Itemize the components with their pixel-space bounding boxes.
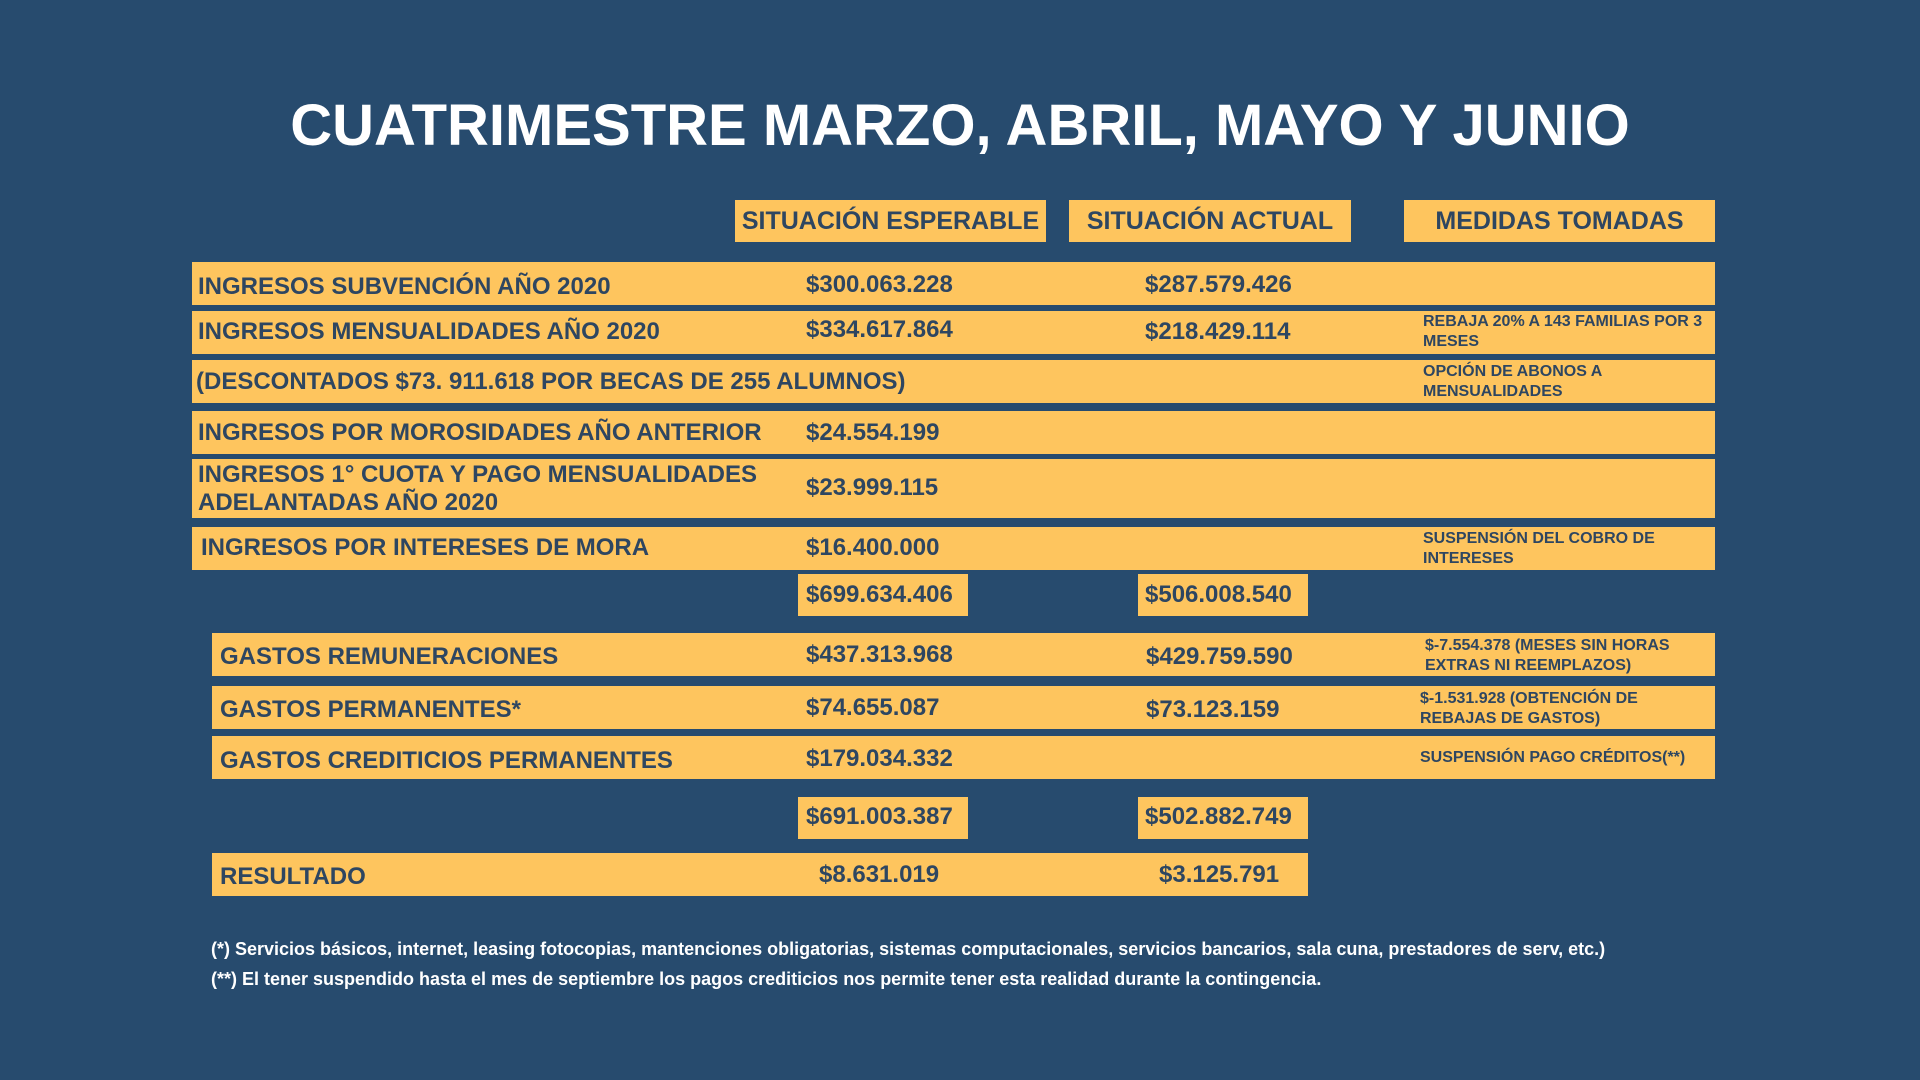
value-actual: $218.429.114 bbox=[1145, 318, 1291, 345]
row-label: GASTOS CREDITICIOS PERMANENTES bbox=[220, 747, 673, 774]
value-esperable: $300.063.228 bbox=[806, 271, 953, 298]
slide-title: CUATRIMESTRE MARZO, ABRIL, MAYO Y JUNIO bbox=[290, 93, 1630, 158]
total-value: $691.003.387 bbox=[806, 803, 953, 830]
row-label: INGRESOS POR INTERESES DE MORA bbox=[201, 534, 650, 561]
row-label: INGRESOS SUBVENCIÓN AÑO 2020 bbox=[198, 273, 611, 300]
row-label: (DESCONTADOS $73. 911.618 POR BECAS DE 255 ALUMNOS) bbox=[196, 368, 906, 395]
row-label: INGRESOS MENSUALIDADES AÑO 2020 bbox=[198, 318, 660, 345]
medida-text: SUSPENSIÓN PAGO CRÉDITOS(**) bbox=[1420, 749, 1686, 766]
row-label: INGRESOS POR MOROSIDADES AÑO ANTERIOR bbox=[198, 419, 762, 446]
value-esperable: $74.655.087 bbox=[806, 694, 940, 721]
total-value: $506.008.540 bbox=[1145, 581, 1292, 608]
header-situacion-esperable: SITUACIÓN ESPERABLE bbox=[735, 200, 1046, 242]
row-label: RESULTADO bbox=[220, 863, 366, 890]
row-label: INGRESOS 1° CUOTA Y PAGO MENSUALIDADES ADELANTADAS AÑO 2020 bbox=[198, 461, 758, 516]
value-esperable: $179.034.332 bbox=[806, 745, 953, 772]
header-situacion-actual: SITUACIÓN ACTUAL bbox=[1069, 200, 1351, 242]
medida-text: REBAJA 20% A 143 FAMILIAS POR 3 MESES bbox=[1423, 313, 1703, 350]
total-value: $502.882.749 bbox=[1145, 803, 1292, 830]
medida-text: OPCIÓN DE ABONOS A MENSUALIDADES bbox=[1423, 363, 1602, 400]
value-esperable: $334.617.864 bbox=[806, 316, 953, 343]
value-actual: $3.125.791 bbox=[1159, 861, 1280, 888]
row-resultado bbox=[212, 853, 1308, 896]
value-esperable: $23.999.115 bbox=[806, 474, 939, 501]
footnote-creditos: (**) El tener suspendido hasta el mes de septiembre los pagos crediticios nos permite tener esta realidad durante la contingencia. bbox=[211, 969, 1322, 989]
medida-text: $-1.531.928 (OBTENCIÓN DE REBAJAS DE GASTOS) bbox=[1420, 690, 1638, 727]
footnote-servicios: (*) Servicios básicos, internet, leasing fotocopias, mantenciones obligatorias, sistemas computacionales, servicios bancarios, sala cuna, prestadores de serv, etc.) bbox=[211, 939, 1606, 959]
value-esperable: $16.400.000 bbox=[806, 534, 940, 561]
value-esperable: $24.554.199 bbox=[806, 419, 940, 446]
row-label: GASTOS PERMANENTES* bbox=[220, 696, 521, 723]
value-actual: $287.579.426 bbox=[1145, 271, 1292, 298]
value-esperable: $437.313.968 bbox=[806, 641, 953, 668]
medida-text: SUSPENSIÓN DEL COBRO DE INTERESES bbox=[1423, 530, 1655, 567]
header-medidas-tomadas: MEDIDAS TOMADAS bbox=[1404, 200, 1715, 242]
value-actual: $429.759.590 bbox=[1146, 643, 1293, 670]
value-actual: $73.123.159 bbox=[1146, 696, 1280, 723]
value-esperable: $8.631.019 bbox=[819, 861, 940, 888]
total-value: $699.634.406 bbox=[806, 581, 953, 608]
row-label: GASTOS REMUNERACIONES bbox=[220, 643, 559, 670]
medida-text: $-7.554.378 (MESES SIN HORAS EXTRAS NI REEMPLAZOS) bbox=[1425, 637, 1670, 674]
